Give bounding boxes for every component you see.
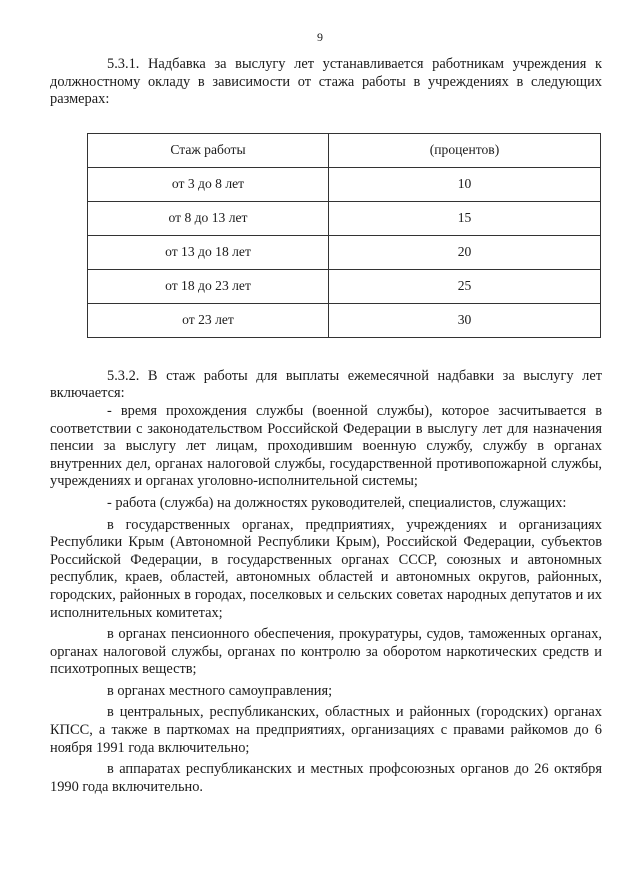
table-row — [88, 235, 601, 269]
list-item-pension-bodies: в органах пенсионного обеспечения, прокуратуры, судов, таможенных органах, органах налоговой службы, органах по контролю за оборотом наркотических средств и психотропных веществ; — [50, 626, 602, 678]
list-item-state-bodies: в государственных органах, предприятиях, учреждениях и организациях Республики Крым (Автономной Республики Крым), Российской Федерации, субъектов Российской Федерации, в государственных органах СССР, союзных и автономных республик, краев, областей, автономных областей и автономных округов, районных, городских, районных в городах, поселковых и сельских советах народных депутатов и их исполнительных комитетах; — [50, 516, 602, 621]
table-cell-percent: 20 — [329, 235, 601, 269]
table-row — [88, 201, 601, 235]
table-cell-percent: 15 — [329, 201, 601, 235]
list-item-trade-union-bodies: в аппаратах республиканских и местных профсоюзных органов до 26 октября 1990 года включительно. — [50, 761, 602, 795]
list-item-positions: - работа (служба) на должностях руководителей, специалистов, служащих: — [107, 494, 567, 511]
table-cell-experience: от 18 до 23 лет — [88, 269, 329, 303]
table-header-cell: Стаж работы — [88, 133, 329, 167]
list-item-cpsu-bodies: в центральных, республиканских, областных и районных (городских) органах КПСС, а также в парткомах на предприятиях, организациях с правами райкомов до 6 ноября 1991 года включительно; — [50, 704, 602, 756]
table-header-cell: (процентов) — [329, 133, 601, 167]
paragraph-5-3-2-intro: 5.3.2. В стаж работы для выплаты ежемесячной надбавки за выслугу лет включается: — [50, 367, 602, 402]
table-header-row — [88, 133, 601, 167]
document-body — [50, 56, 602, 796]
table-cell-experience: от 23 лет — [88, 303, 329, 337]
table-row — [88, 167, 601, 201]
paragraph-5-3-1: 5.3.1. Надбавка за выслугу лет устанавливается работникам учреждения к должностному окладу в зависимости от стажа работы в учреждениях в следующих размерах: — [50, 56, 602, 108]
list-item-military-service: - время прохождения службы (военной службы), которое засчитывается в соответствии с законодательством Российской Федерации в выслугу лет для назначения пенсии за выслугу лет лицам, проходившим военную службу, службу в органах внутренних дел, органах налоговой службы, государственной противопожарной службы, учреждениях и органах уголовно-исполнительной системы; — [50, 402, 602, 490]
table-cell-experience: от 13 до 18 лет — [88, 235, 329, 269]
table-cell-percent: 25 — [329, 269, 601, 303]
page-number: 9 — [317, 30, 323, 44]
table-cell-percent: 10 — [329, 167, 601, 201]
table-cell-experience: от 3 до 8 лет — [88, 167, 329, 201]
table-cell-percent: 30 — [329, 303, 601, 337]
table-row — [88, 303, 601, 337]
list-item-local-government: в органах местного самоуправления; — [107, 682, 333, 699]
table-row — [88, 269, 601, 303]
table-cell-experience: от 8 до 13 лет — [88, 201, 329, 235]
seniority-bonus-table — [87, 133, 601, 338]
